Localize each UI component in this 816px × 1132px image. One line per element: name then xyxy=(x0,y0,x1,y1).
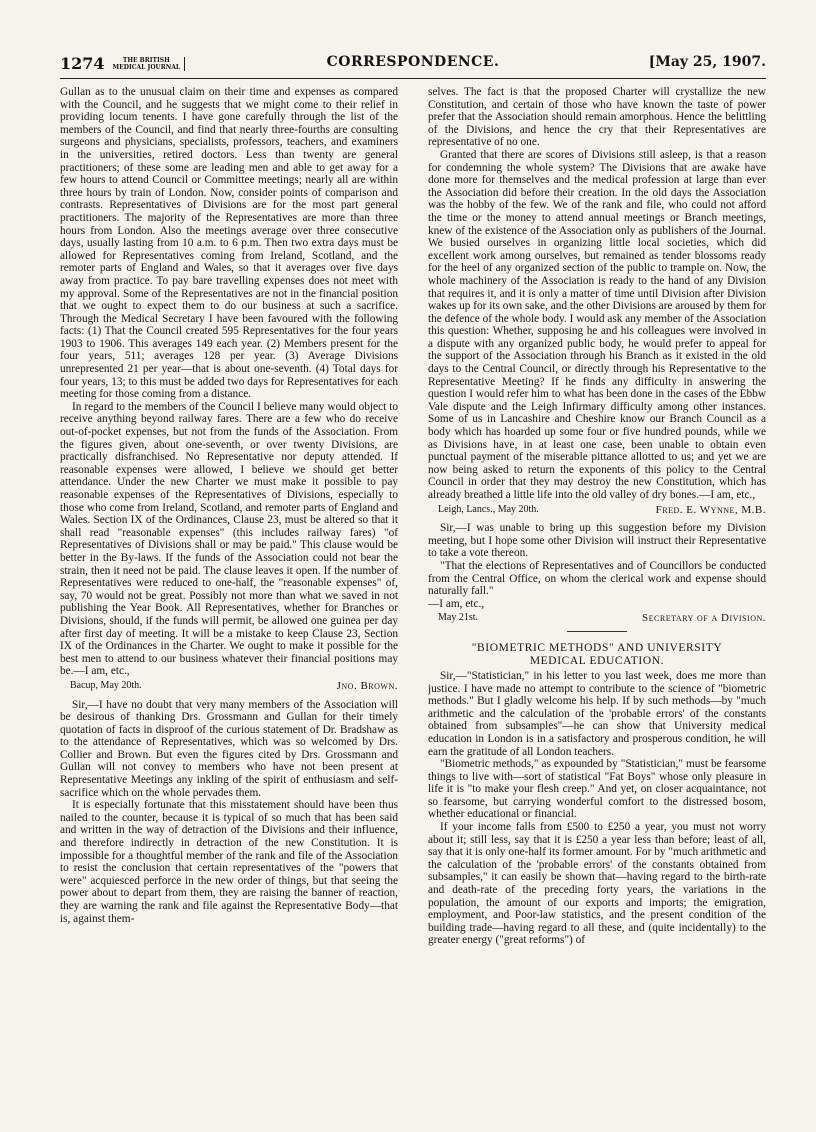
paragraph: "That the elections of Representatives and of Councillors be conducted from the Central Office, on whom the clerical work and expense should naturally fall." xyxy=(428,559,766,598)
signature-brown xyxy=(60,680,398,693)
paragraph: Granted that there are scores of Divisions still asleep, is that a reason for condemning the whole system? The Divisions that are awake have done more for themselves and the medical profession at large than ever the Association did before their creation. In the old days the Association was the hobby of the few. We of the rank and file, who could not afford the time or the money to attend annual meetings or Branch meetings, knew of the existence of the Association only as publishers of the Journal. We busied ourselves in organizing little local societies, which did excellent work among ourselves, but remained as tender blossoms ready for the heel of any organized section of the public to trample on. Now, the whole machinery of the Association is ready to the hand of any Division that requires it, and it is only a matter of time until Division after Division wakes up for its own sake, and the other Divisions are aroused by them for the defence of the whole body. I would ask any member of the Association this question: Whether, supposing he and his colleagues were involved in a dispute with any organized public body, he would prefer to appeal for the support of the Association through his Branch as it existed in the old days to the Central Council, or directly through his Representative to the Representative Meeting? If he finds any difficulty in answering the question I would refer him to what has been done in the cases of the Ebbw Vale dispute and the Leigh Infirmary difficulty among other instances. Some of us in Lancashire and Cheshire know our Branch Council as a body which has hoarded up some four or five hundred pounds, while we as Divisions have, in at least one case, been unable to obtain even punctual payment of the miserable pittance allotted to us; and yet we are now being asked to return the exponents of this policy to the Central Council in order that they may destroy the new Constitution, which has already breathed a little life into the old valley of dry bones.—I am, etc., xyxy=(428,148,766,501)
paragraph: Sir,—I have no doubt that very many members of the Association will be desirous of thanking Drs. Grossmann and Gullan for their timely quotation of facts in disproof of the curious statement of Dr. Bradshaw as to the attendance of Representatives, which was so welcomed by Drs. Collier and Brown. But even the figures cited by Drs. Grossmann and Gullan will not convey to members who have not been present at Representative Meetings any inkling of the spirit of enthusiasm and self-sacrifice which on the whole pervades them. xyxy=(60,698,398,799)
signature-name: Jno. Brown. xyxy=(336,679,398,692)
left-column xyxy=(60,86,398,1126)
section-title: CORRESPONDENCE. xyxy=(326,54,500,70)
signature-name: Secretary of a Division. xyxy=(642,612,766,625)
paragraph: "Biometric methods," as expounded by "Statistician," must be fearsome things to live with—sort of statistical "Fat Boys" whose only pleasure in life it is "to make your flesh creep." And yet, on closer acquaintance, not so fearsome, but carrying wonderful comfort to the distressed bosom, whether educational or financial. xyxy=(428,758,766,821)
issue-date: [May 25, 1907. xyxy=(648,54,766,70)
article-columns xyxy=(60,86,766,1126)
title-line2: MEDICAL EDUCATION. xyxy=(529,654,665,667)
page-header xyxy=(60,52,766,79)
journal-line1: THE BRITISH xyxy=(122,56,170,64)
signature-place: May 21st. xyxy=(438,612,478,624)
right-column xyxy=(428,86,766,1126)
paragraph: In regard to the members of the Council I believe many would object to receive anything beyond railway fares. There are a few who do receive out-of-pocket expenses, but not from the funds of the Association. From the figures given, about one-seventh, or over twenty Divisions, are practically disfranchised. No Representative nor deputy attended. If reasonable expenses were allowed, I believe we should get better attendance. Under the new Charter we must make it possible to pay reasonable expenses of the Representatives of Divisions, especially to those who come from Ireland, Scotland, and remoter parts of England and Wales. Section IX of the Ordinances, Clause 23, must be altered so that it shall read "reasonable expenses" (this includes railway fares) "of Representatives of Divisions shall or may be paid." This clause would be better in the By-laws. If the funds of the Association could not bear the strain, then it need not be paid. The clause leaves it open. If the number of Representatives were reduced to one-half, the "reasonable expenses" of, say, 70 would not be great. Possibly not more than what we saved in not publishing the Year Book. All Representatives, whether for Branches or Divisions, should, if the funds will permit, be allowed one guinea per day after first day of meeting. It will be a mistake to keep Clause 23, Section IX of the Ordinances in the Charter. We ought to make it possible for the best men to attend to our business whatever their financial positions may be.—I am, etc., xyxy=(60,400,398,678)
paragraph: Gullan as to the unusual claim on their time and expenses as compared with the Council, and he suggests that we might come to their relief in providing locum tenents. I have gone carefully through the list of the members of the Council, and find that nearly three-fourths are consulting surgeons and physicians, specialists, professors, teachers, and examiners in the universities, retired doctors. Less than twenty are general practitioners; of these some are leading men and able to get away for a few hours to attend Council or Committee meetings; nearly all are within three hours by train of London. Now, consider points of comparison and contrasts. Representatives of Divisions are for the most part general practitioners. The majority of the Representatives are more than three hours from London. Also the meetings average over three consecutive days, usually lasting from 10 a.m. to 6 p.m. Then two extra days must be allowed for Representatives coming from Ireland, Scotland, and the remoter parts of England and Wales, so that it averages over five days away from practice. To pay bare travelling expenses does not meet with my approval. Some of the Representatives are not in the financial position that we ought to expect them to do our business at such a sacrifice. Through the Medical Secretary I have been favoured with the following facts: (1) That the Council created 595 Representatives for the four years 1903 to 1906. This averages 149 each year. (2) Members present for the four years, 511; averages 128 per year. (3) Average Divisions unrepresented 21 per year—that is about one-seventh. (4) Total days for four years, 13; to this must be added two days for Representatives for each meeting for those coming from a distance. xyxy=(60,86,398,401)
article-title xyxy=(428,642,766,668)
paragraph: selves. The fact is that the proposed Charter will crystallize the new Constitution, and certain of those who have known the taste of power prefer that the Association should remain amorphous. Hence the belittling of the Divisions, and hence the cry that their Representatives are representative of no one. xyxy=(428,86,766,149)
paragraph: Sir,—"Statistician," in his letter to you last week, does me more than justice. I have made no attempt to contribute to the science of "biometric methods." But I gladly welcome his help. If by such methods—by "much arithmetic and the calculation of the 'probable errors' of the constants obtained from subsamples"—he can show that University medical education in London is in a satisfactory and prosperous condition, he will earn the gratitude of all London teachers. xyxy=(428,669,766,758)
page-number: 1274 xyxy=(60,54,105,73)
divider xyxy=(567,631,627,632)
signature-name: Fred. E. Wynne, M.B. xyxy=(655,503,766,516)
signature-place: Leigh, Lancs., May 20th. xyxy=(438,503,539,515)
signature-place: Bacup, May 20th. xyxy=(70,679,142,691)
paragraph: Sir,—I was unable to bring up this suggestion before my Division meeting, but I hope some other Division will instruct their Representative to take a vote thereon. xyxy=(428,522,766,560)
journal-line2: MEDICAL JOURNAL xyxy=(112,63,181,71)
signature-secretary xyxy=(428,612,766,625)
signature-wynne xyxy=(428,504,766,517)
title-line1: "BIOMETRIC METHODS" AND UNIVERSITY xyxy=(471,641,723,654)
paragraph: It is especially fortunate that this misstatement should have been thus nailed to the counter, because it is typical of so much that has been said and written in the way of detraction of the Divisions and their influence, and therefore indirectly in detraction of the new Constitution. It is impossible for a thoughtful member of the rank and file of the Association to resist the conclusion that certain representatives of the "powers that were" acquiesced perforce in the new order of things, but that seeing the power about to depart from them, they are raising the banner of reaction, they are warning the rank and file against the Representative Body—that is, against them- xyxy=(60,799,398,925)
paragraph: If your income falls from £500 to £250 a year, you must not worry about it; still less, say that it is £250 a year less than before; least of all, say that it is only one-half its former amount. For by "much arithmetic and the calculation of the 'probable errors' of the constants obtained from subsamples," it can easily be shown that—having regard to the birth-rate and death-rate of the preceding forty years, the variations in the population, the amount of our exports and imports; the emigration, employment, and Poor-law statistics, and the present condition of the building trade—having regard to all these, and (quite incidentally) to the greater energy ("great reforms") of xyxy=(428,821,766,947)
paragraph: —I am, etc., xyxy=(428,597,485,610)
